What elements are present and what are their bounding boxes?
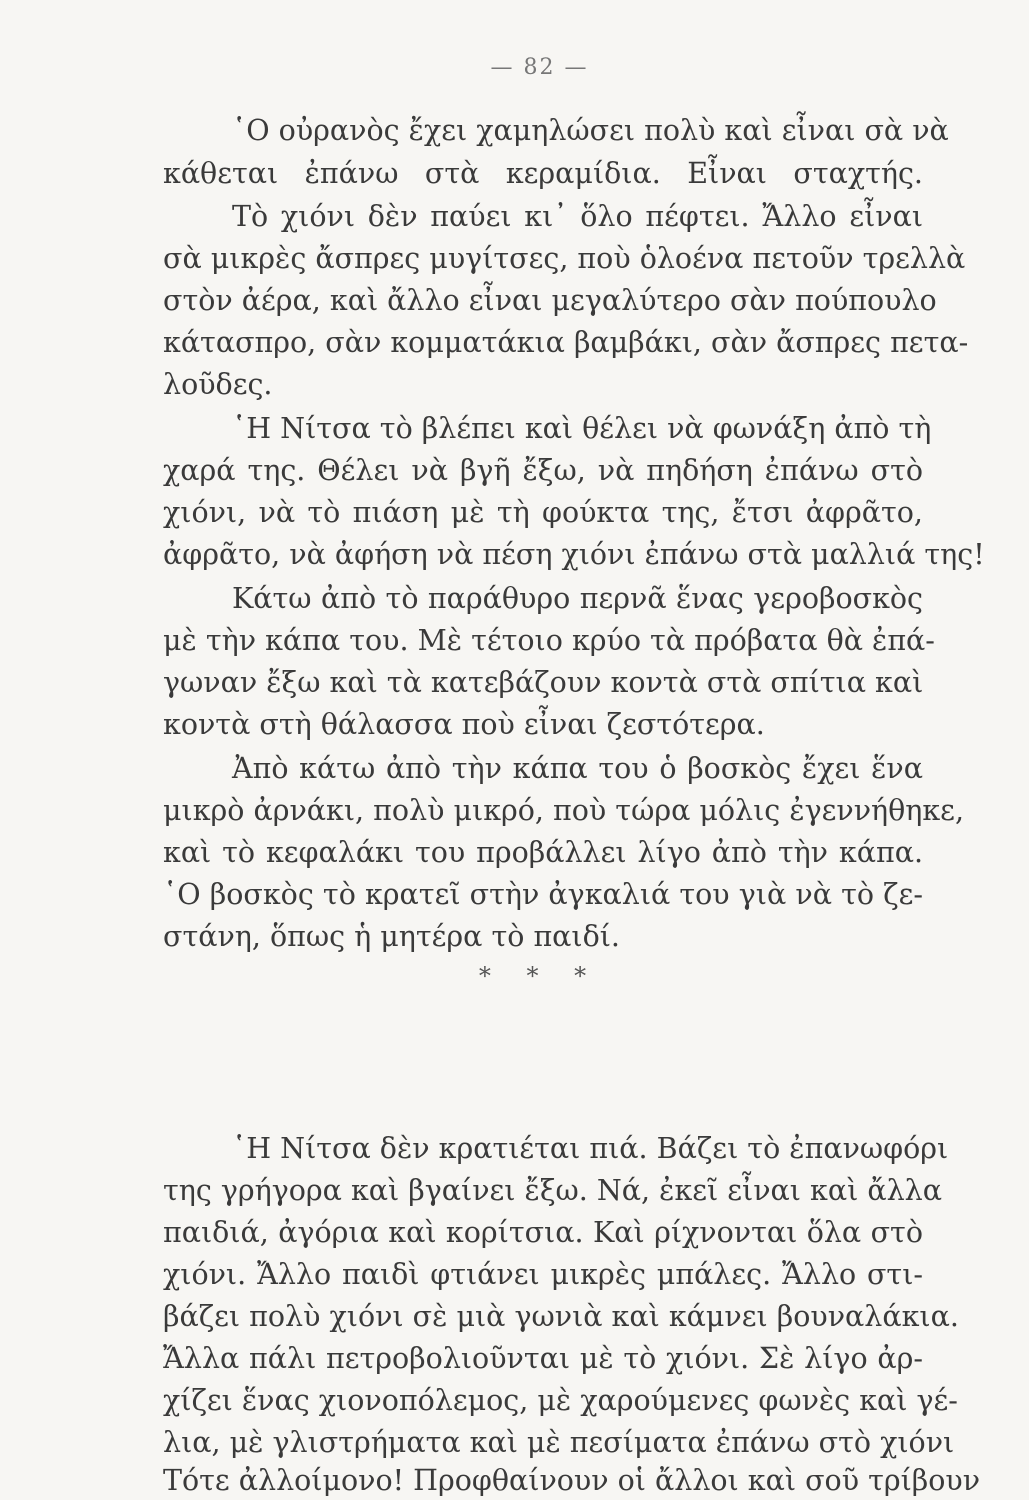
text-line: παιδιά, ἀγόρια καὶ κορίτσια. Καὶ ρίχνονται ὅλα στὸ <box>163 1216 923 1249</box>
text-line: χίζει ἕνας χιονοπόλεμος, μὲ χαρούμενες φωνὲς καὶ γέ- <box>163 1384 958 1417</box>
text-line: ἀφρᾶτο, νὰ ἀφήση νὰ πέση χιόνι ἐπάνω στὰ μαλλιά της! <box>163 538 985 571</box>
text-line: κάθεται ἐπάνω στὰ κεραμίδια. Εἶναι σταχτής. <box>163 157 923 190</box>
text-line: χαρά της. Θέλει νὰ βγῆ ἔξω, νὰ πηδήση ἐπάνω στὸ <box>163 454 923 487</box>
section-separator: * * * <box>478 962 601 990</box>
text-line: Τότε ἀλλοίμονο! Προφθαίνουν οἱ ἄλλοι καὶ σοῦ τρίβουν <box>163 1464 981 1497</box>
text-line: ῾Ο οὐρανὸς ἔχει χαμηλώσει πολὺ καὶ εἶναι σὰ νὰ <box>232 114 949 147</box>
text-line: Κάτω ἀπὸ τὸ παράθυρο περνᾶ ἕνας γεροβοσκὸς <box>232 582 923 615</box>
text-line: στάνη, ὅπως ἡ μητέρα τὸ παιδί. <box>163 920 620 953</box>
text-line: λια, μὲ γλιστρήματα καὶ μὲ πεσίματα ἐπάνω στὸ χιόνι <box>163 1426 955 1459</box>
text-line: χιόνι, νὰ τὸ πιάση μὲ τὴ φούκτα της, ἔτσι ἀφρᾶτο, <box>163 496 923 529</box>
text-line: ῾Ο βοσκὸς τὸ κρατεῖ στὴν ἀγκαλιά του γιὰ νὰ τὸ ζε- <box>163 878 923 911</box>
text-line: Ἀπὸ κάτω ἀπὸ τὴν κάπα του ὁ βοσκὸς ἔχει ἕνα <box>232 752 923 785</box>
text-line: στὸν ἀέρα, καὶ ἄλλο εἶναι μεγαλύτερο σὰν πούπουλο <box>163 284 937 317</box>
text-line: γωναν ἔξω καὶ τὰ κατεβάζουν κοντὰ στὰ σπίτια καὶ <box>163 666 924 699</box>
text-line: κοντὰ στὴ θάλασσα ποὺ εἶναι ζεστότερα. <box>163 708 765 741</box>
text-line: κάτασπρο, σὰν κομματάκια βαμβάκι, σὰν ἄσπρες πετα- <box>163 326 969 359</box>
text-line: Ἄλλα πάλι πετροβολιοῦνται μὲ τὸ χιόνι. Σὲ λίγο ἀρ- <box>163 1342 923 1375</box>
text-line: σὰ μικρὲς ἄσπρες μυγίτσες, ποὺ ὁλοένα πετοῦν τρελλὰ <box>163 242 966 275</box>
page-number: — 82 — <box>490 55 589 80</box>
text-line: λοῦδες. <box>163 368 273 401</box>
text-line: Τὸ χιόνι δὲν παύει κι᾽ ὅλο πέφτει. Ἄλλο εἶναι <box>232 200 923 233</box>
text-line: μὲ τὴν κάπα του. Μὲ τέτοιο κρύο τὰ πρόβατα θὰ ἐπά- <box>163 624 935 657</box>
text-line: βάζει πολὺ χιόνι σὲ μιὰ γωνιὰ καὶ κάμνει βουναλάκια. <box>163 1300 959 1333</box>
text-line: καὶ τὸ κεφαλάκι του προβάλλει λίγο ἀπὸ τὴν κάπα. <box>163 836 923 869</box>
text-line: ῾Η Νίτσα δὲν κρατιέται πιά. Βάζει τὸ ἐπανωφόρι <box>232 1132 949 1165</box>
text-line: ῾Η Νίτσα τὸ βλέπει καὶ θέλει νὰ φωνάξη ἀπὸ τὴ <box>232 412 932 445</box>
text-line: μικρὸ ἀρνάκι, πολὺ μικρό, ποὺ τώρα μόλις ἐγεννήθηκε, <box>163 794 965 827</box>
text-line: χιόνι. Ἄλλο παιδὶ φτιάνει μικρὲς μπάλες. Ἄλλο στι- <box>163 1258 923 1291</box>
text-line: της γρήγορα καὶ βγαίνει ἔξω. Νά, ἐκεῖ εἶναι καὶ ἄλλα <box>163 1174 942 1207</box>
